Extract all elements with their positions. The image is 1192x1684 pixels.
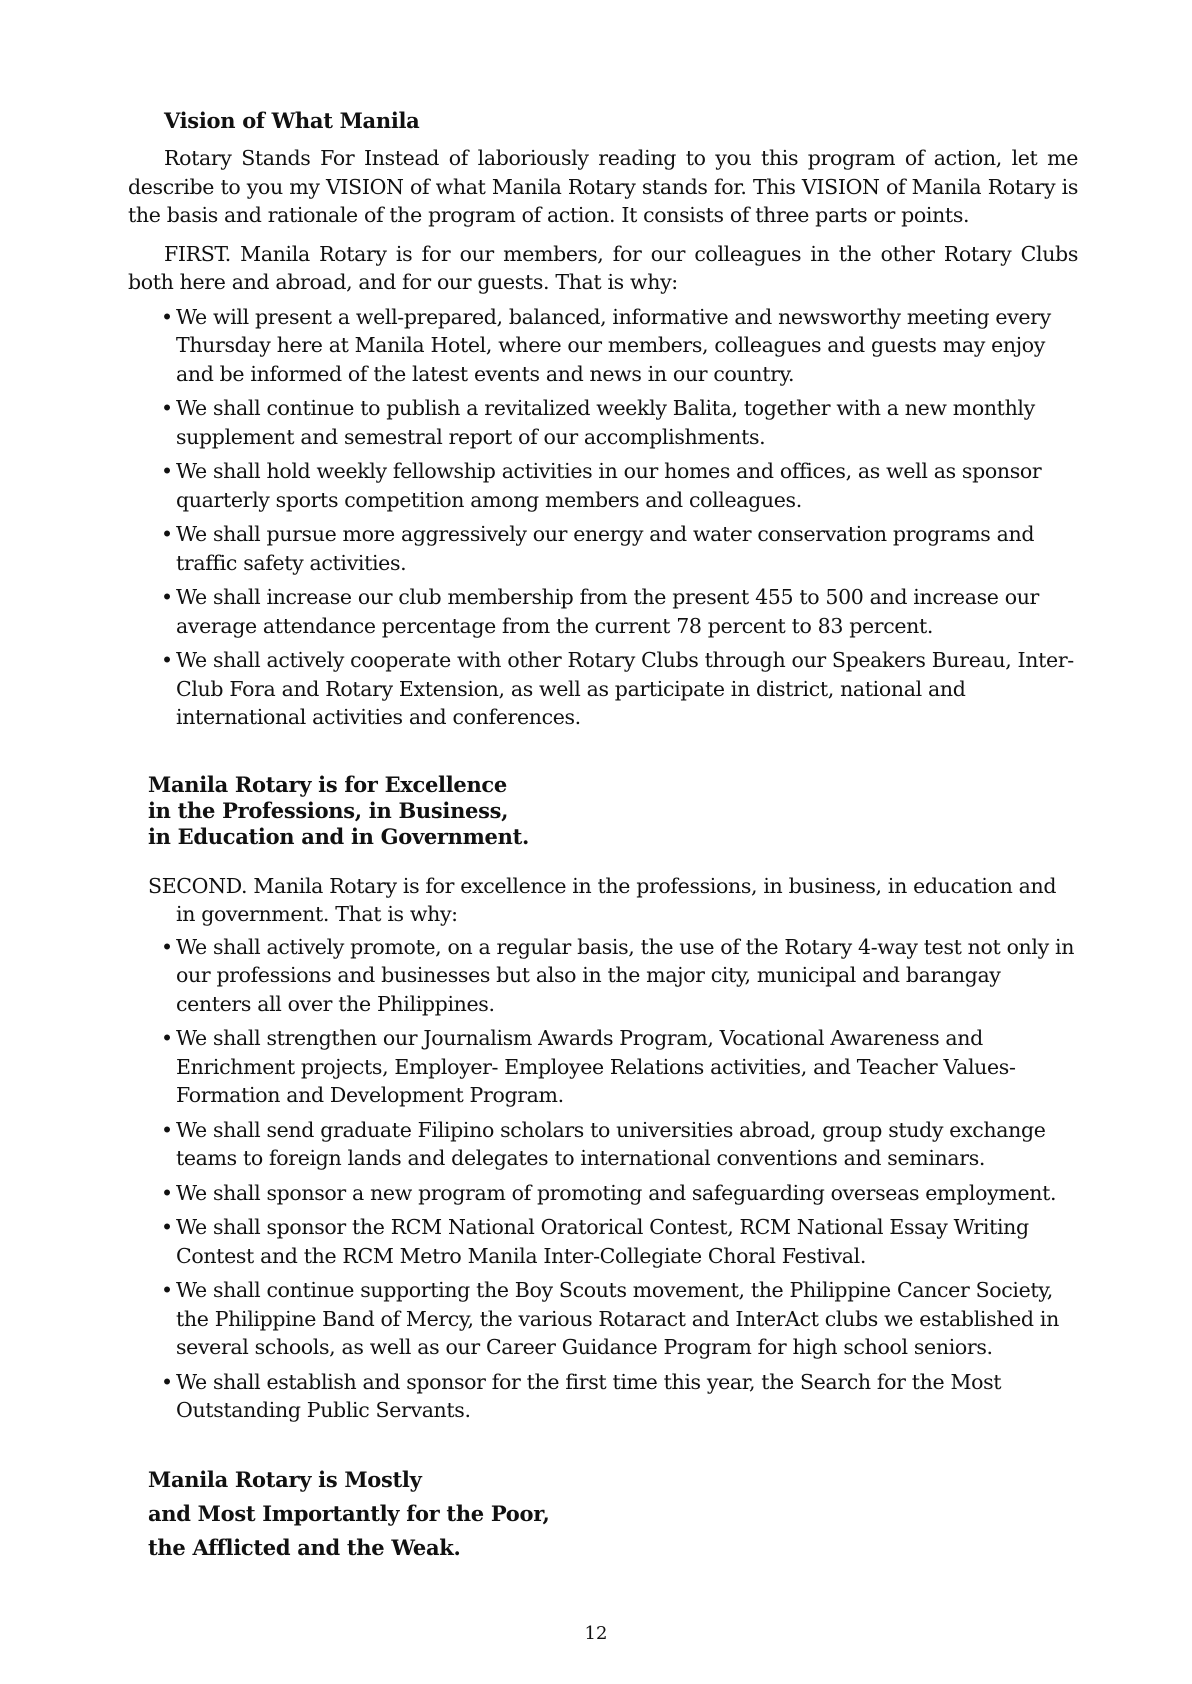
list-item [148, 646, 1078, 732]
second-paragraph: SECOND. Manila Rotary is for excellence in the professions, in business, in education and in government. That is why: [148, 873, 1057, 926]
bullet-marker: • [161, 1026, 173, 1050]
heading-line: Manila Rotary is Mostly [148, 1466, 422, 1492]
list-item [148, 394, 1078, 451]
bullet-marker: • [161, 934, 173, 959]
list-item-text: We shall strengthen our Journalism Awards Program, Vocational Awareness and Enrichment projects, Employer- Employee Relations activities, and Teacher Values-Formation and Development Program. [176, 1026, 1016, 1107]
bullet-marker: • [161, 304, 173, 329]
page-number: 12 [584, 1623, 608, 1644]
first-paragraph: FIRST. Manila Rotary is for our members, for our colleagues in the other Rotary Clubs both here and abroad, and for our guests. That is why: [128, 241, 1078, 294]
list-item [148, 1368, 1078, 1425]
list-item [148, 1213, 1078, 1270]
intro-paragraph: Rotary Stands For Instead of laboriously reading to you this program of action, let me describe to you my VISION of what Manila Rotary stands for. This VISION of Manila Rotary is the basis and rationale of the program of action. It consists of three parts or points. [128, 146, 1078, 227]
bullet-marker: • [161, 459, 173, 483]
heading-poor [148, 1463, 1078, 1565]
heading-line: and Most Importantly for the Poor, [148, 1500, 550, 1526]
heading-line: in the Professions, in Business, [148, 797, 509, 823]
list-item-text: We shall increase our club membership from the present 455 to 500 and increase our average attendance percentage from the current 78 percent to 83 percent. [176, 585, 1040, 638]
list-item-text: We shall actively promote, on a regular basis, the use of the Rotary 4-way test not only in our professions and businesses but also in the major city, municipal and barangay centers all over the Philippines. [176, 934, 1075, 1016]
list-item-text: We shall sponsor the RCM National Oratorical Contest, RCM National Essay Writing Contest and the RCM Metro Manila Inter-Collegiate Choral Festival. [176, 1215, 1029, 1268]
list-item [148, 520, 1078, 577]
list-item [148, 1024, 1078, 1110]
list-item [148, 457, 1078, 514]
bullet-marker: • [161, 1278, 173, 1302]
first-bullet-list [128, 303, 1078, 732]
list-item-text: We shall establish and sponsor for the first time this year, the Search for the Most Outstanding Public Servants. [176, 1369, 1002, 1422]
bullet-marker: • [161, 648, 173, 672]
list-item-text: We shall continue supporting the Boy Scouts movement, the Philippine Cancer Society, the Philippine Band of Mercy, the various Rotaract and InterAct clubs we established in several schools, as well as our Career Guidance Program for high school seniors. [176, 1278, 1059, 1359]
list-item-text: We shall pursue more aggressively our energy and water conservation programs and traffic safety activities. [176, 522, 1035, 575]
list-item-text: We shall send graduate Filipino scholars to universities abroad, group study exchange teams to foreign lands and delegates to international conventions and seminars. [176, 1117, 1046, 1170]
page-content [128, 108, 1078, 1565]
list-item-text: We shall sponsor a new program of promoting and safeguarding overseas employment. [176, 1180, 1057, 1205]
list-item [148, 1116, 1078, 1173]
list-item-text: We shall hold weekly fellowship activities in our homes and offices, as well as sponsor quarterly sports competition among members and colleagues. [176, 459, 1042, 512]
bullet-marker: • [161, 396, 173, 420]
second-bullet-list [128, 933, 1078, 1425]
list-item-text: We shall continue to publish a revitalized weekly Balita, together with a new monthly supplement and semestral report of our accomplishments. [176, 396, 1035, 449]
bullet-marker: • [161, 1369, 173, 1394]
bullet-marker: • [161, 1117, 173, 1142]
heading-line: Manila Rotary is for Excellence [148, 771, 507, 797]
bullet-marker: • [161, 522, 173, 546]
bullet-marker: • [161, 1180, 173, 1205]
list-item [148, 583, 1078, 640]
list-item-text: We shall actively cooperate with other Rotary Clubs through our Speakers Bureau, Inter-Club Fora and Rotary Extension, as well as participate in district, national and international activities and conferences. [176, 648, 1074, 729]
bullet-marker: • [161, 1215, 173, 1239]
heading-vision: Vision of What Manila [164, 108, 420, 133]
list-item [148, 933, 1078, 1019]
list-item [148, 303, 1078, 389]
list-item [148, 1276, 1078, 1362]
heading-excellence [148, 772, 1078, 850]
list-item-text: We will present a well-prepared, balanced, informative and newsworthy meeting every Thursday here at Manila Hotel, where our members, colleagues and guests may enjoy and be informed of the latest events and news in our country. [176, 304, 1051, 386]
heading-line: the Afflicted and the Weak. [148, 1534, 461, 1560]
list-item [148, 1179, 1078, 1208]
bullet-marker: • [161, 585, 173, 609]
heading-line: in Education and in Government. [148, 823, 529, 849]
